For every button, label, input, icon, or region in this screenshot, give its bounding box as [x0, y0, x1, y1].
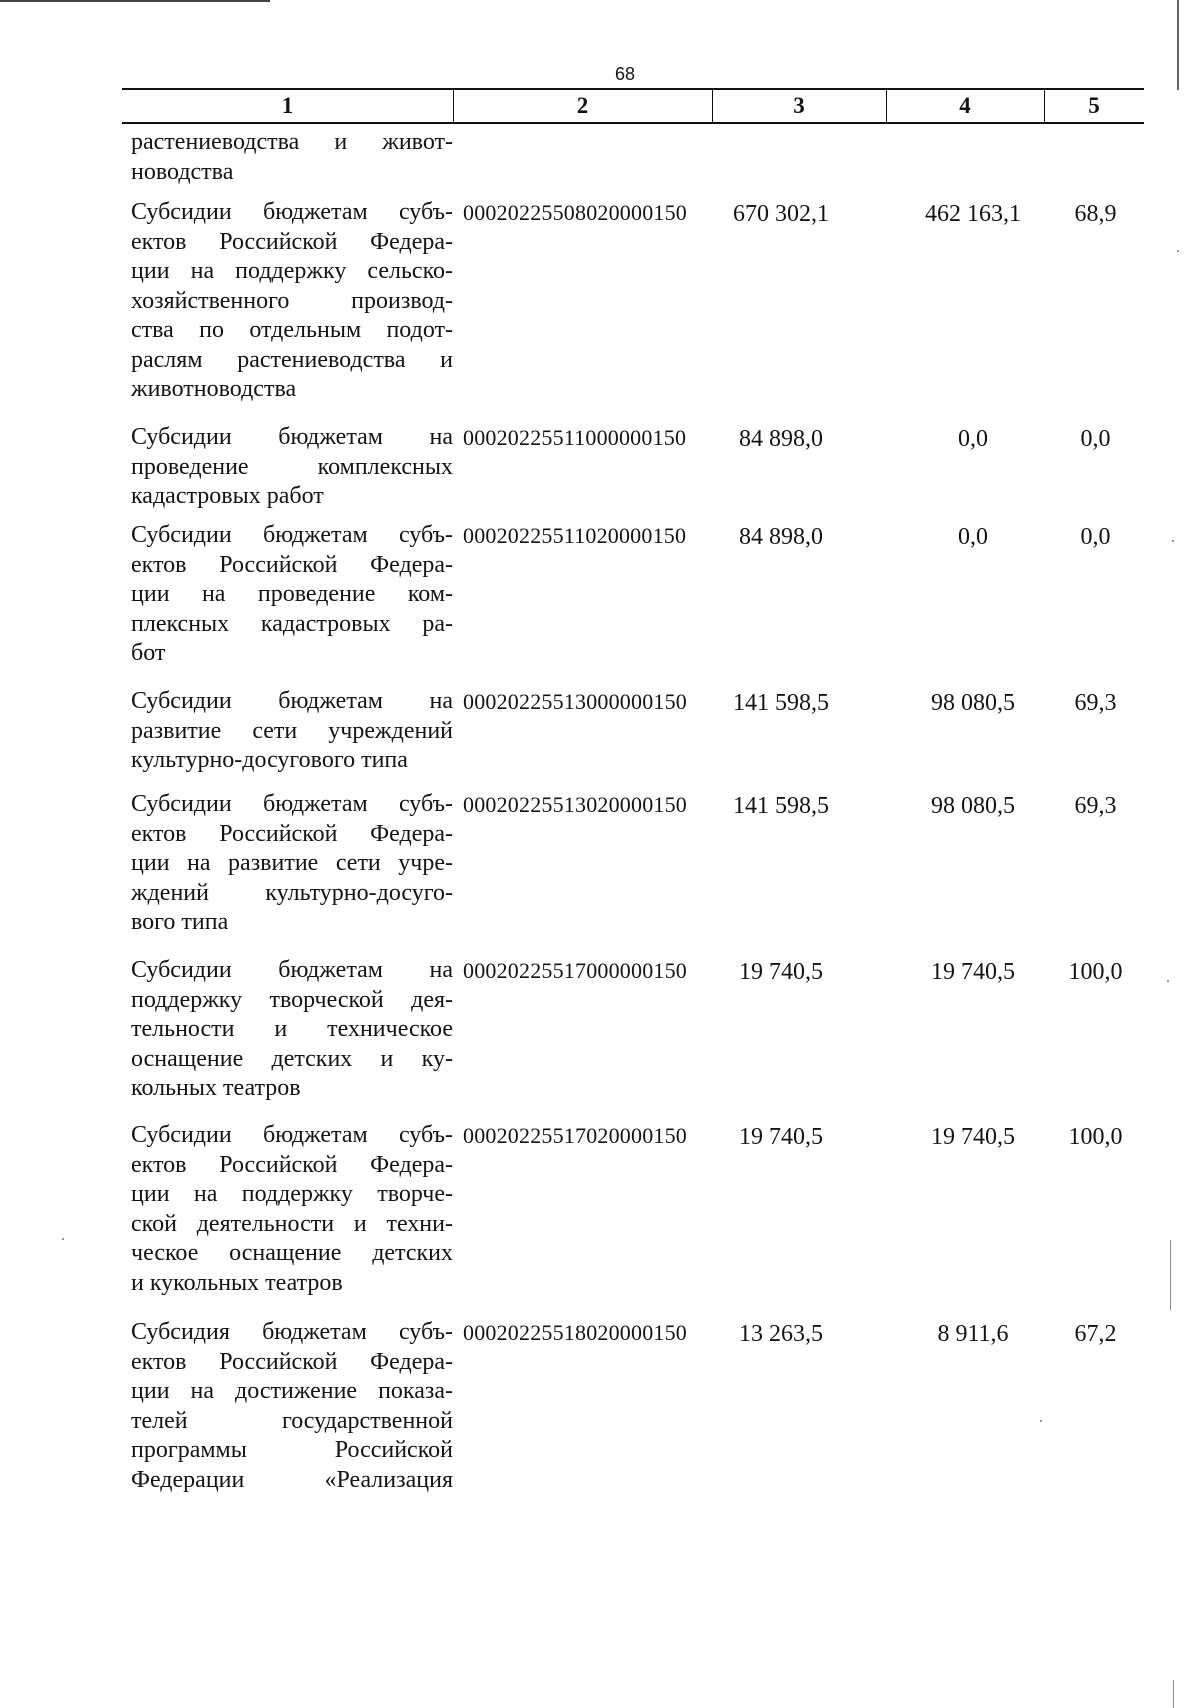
description-line: растениеводства и живот-: [131, 129, 453, 155]
row-value-col5: 0,0: [1080, 426, 1111, 452]
description-line: Субсидии бюджетам на: [131, 957, 453, 983]
scan-speck: [1177, 250, 1179, 252]
description-line: кадастровых работ: [131, 483, 324, 509]
description-line: животноводства: [131, 376, 297, 402]
description-line: Субсидии бюджетам субъ-: [131, 522, 453, 548]
description-line: плексных кадастровых ра-: [131, 610, 453, 637]
description-line: ектов Российской Федера-: [131, 228, 453, 255]
description-line: культурно-досугового типа: [131, 747, 408, 773]
row-description: [131, 1318, 453, 1495]
scan-speck: [1040, 1420, 1042, 1422]
row-description: [131, 198, 453, 405]
scan-edge: [1173, 1680, 1174, 1708]
scan-speck: [1167, 980, 1169, 982]
row-value-col5: 100,0: [1068, 959, 1123, 985]
scan-speck: [62, 1238, 64, 1240]
row-value-col4: 8 911,6: [937, 1321, 1009, 1347]
row-description: [131, 956, 453, 1104]
description-line: вого типа: [131, 909, 229, 935]
row-value-col3: 19 740,5: [739, 1124, 823, 1150]
row-value-col3: 84 898,0: [739, 524, 823, 550]
scan-edge: [1170, 1240, 1171, 1310]
row-value-col3: 141 598,5: [733, 793, 829, 819]
column-header-2: 2: [576, 93, 589, 118]
description-line: ектов Российской Федера-: [131, 551, 453, 578]
row-description: [131, 1121, 453, 1298]
description-line: кольных театров: [131, 1075, 301, 1101]
row-value-col3: 19 740,5: [739, 959, 823, 985]
description-line: ции на поддержку творче-: [131, 1181, 453, 1207]
column-header-1: 1: [281, 93, 294, 118]
description-line: ждений культурно-досуго-: [131, 879, 453, 906]
description-line: ции на развитие сети учре-: [131, 850, 453, 876]
row-value-col3: 84 898,0: [739, 426, 823, 452]
description-line: Субсидии бюджетам на: [131, 688, 453, 714]
row-code: 00020225517020000150: [463, 1123, 687, 1148]
description-line: поддержку творческой дея-: [131, 986, 453, 1013]
row-code: 00020225511020000150: [463, 523, 687, 548]
description-line: тельности и техническое: [131, 1016, 453, 1042]
row-value-col3: 141 598,5: [733, 690, 829, 716]
description-line: телей государственной: [131, 1407, 453, 1434]
column-header-4: 4: [959, 93, 971, 118]
scan-edge: [0, 0, 270, 2]
row-code: 00020225513000000150: [463, 689, 687, 714]
description-line: ства по отдельным подот-: [131, 317, 453, 343]
row-description: [131, 423, 453, 512]
description-line: развитие сети учреждений: [131, 717, 453, 744]
description-line: раслям растениеводства и: [131, 346, 453, 373]
row-value-col4: 19 740,5: [931, 1124, 1015, 1150]
description-line: ектов Российской Федера-: [131, 1151, 453, 1178]
column-header-5: 5: [1088, 93, 1100, 118]
description-line: Федерации «Реализация: [131, 1466, 453, 1493]
row-description: [131, 128, 453, 187]
row-value-col4: 98 080,5: [931, 690, 1015, 716]
row-value-col5: 69,3: [1074, 690, 1117, 716]
row-value-col5: 69,3: [1074, 793, 1117, 819]
row-description: [131, 790, 453, 938]
row-code: 00020225518020000150: [463, 1320, 687, 1345]
description-line: оснащение детских и ку-: [131, 1045, 453, 1072]
description-line: ческое оснащение детских: [131, 1240, 453, 1266]
description-line: Субсидии бюджетам субъ-: [131, 791, 453, 817]
description-line: бот: [131, 640, 166, 666]
row-value-col4: 98 080,5: [931, 793, 1015, 819]
description-line: новодства: [131, 158, 234, 185]
description-line: ции на достижение показа-: [131, 1378, 453, 1404]
description-line: ции на проведение ком-: [131, 581, 453, 607]
row-description: [131, 521, 453, 669]
description-line: Субсидии бюджетам на: [131, 424, 453, 450]
row-value-col3: 13 263,5: [739, 1321, 823, 1347]
description-line: программы Российской: [131, 1437, 453, 1463]
description-line: Субсидия бюджетам субъ-: [131, 1319, 453, 1345]
row-value-col4: 0,0: [958, 524, 988, 550]
description-line: Субсидии бюджетам субъ-: [131, 1122, 453, 1148]
row-value-col4: 19 740,5: [931, 959, 1015, 985]
description-line: хозяйственного производ-: [131, 287, 453, 314]
row-value-col3: 670 302,1: [733, 201, 829, 227]
description-line: ции на поддержку сельско-: [131, 258, 453, 284]
scan-edge: [1177, 0, 1179, 90]
description-line: ектов Российской Федера-: [131, 820, 453, 847]
description-line: Субсидии бюджетам субъ-: [131, 199, 453, 225]
row-value-col5: 100,0: [1068, 1124, 1123, 1150]
row-value-col5: 0,0: [1080, 524, 1111, 550]
description-line: ектов Российской Федера-: [131, 1348, 453, 1375]
description-line: ской деятельности и техни-: [131, 1210, 453, 1237]
row-code: 00020225513020000150: [463, 792, 687, 817]
row-description: [131, 687, 453, 776]
row-value-col4: 462 163,1: [925, 201, 1021, 227]
scan-speck: [1172, 540, 1174, 542]
row-value-col5: 68,9: [1074, 201, 1117, 227]
description-line: проведение комплексных: [131, 453, 453, 480]
description-line: и кукольных театров: [131, 1269, 343, 1296]
budget-table: [122, 88, 1144, 124]
row-code: 00020225508020000150: [463, 200, 687, 225]
row-value-col4: 0,0: [958, 426, 988, 452]
row-code: 00020225511000000150: [463, 425, 687, 450]
row-value-col5: 67,2: [1074, 1321, 1117, 1347]
table-header-row: [122, 88, 1144, 124]
page-number: 68: [614, 64, 636, 84]
column-header-3: 3: [793, 93, 805, 118]
row-code: 00020225517000000150: [463, 958, 687, 983]
